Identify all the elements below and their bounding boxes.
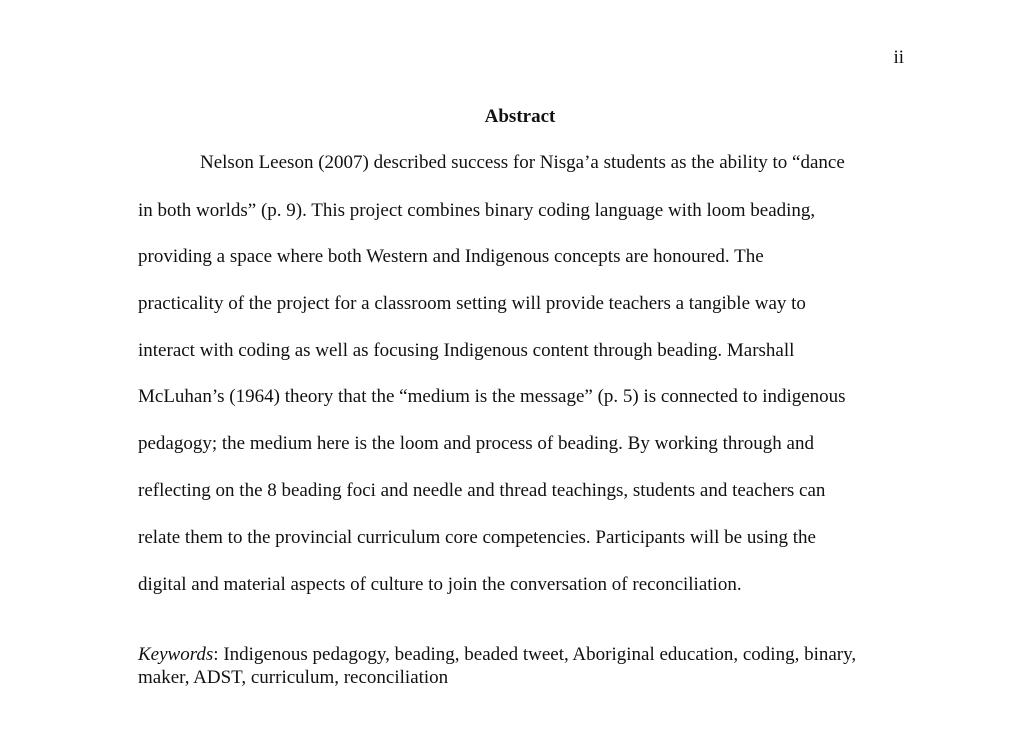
- abstract-line: practicality of the project for a classroom setting will provide teachers a tangible way to: [138, 293, 806, 314]
- keywords-list: : Indigenous pedagogy, beading, beaded tweet, Aboriginal education, coding, binary, maker, ADST, curriculum, reconciliation: [138, 644, 857, 688]
- abstract-title: Abstract: [484, 106, 556, 127]
- abstract-line: relate them to the provincial curriculum core competencies. Participants will be using the: [138, 527, 816, 548]
- abstract-line: interact with coding as well as focusing Indigenous content through beading. Marshall: [138, 340, 795, 361]
- abstract-line: McLuhan’s (1964) theory that the “medium is the message” (p. 5) is connected to indigenous: [138, 386, 846, 407]
- abstract-line: in both worlds” (p. 9). This project combines binary coding language with loom beading,: [138, 200, 816, 221]
- keywords-label: Keywords: [138, 644, 214, 665]
- keywords-paragraph: [138, 643, 878, 689]
- abstract-line: Nelson Leeson (2007) described success for Nisga’a students as the ability to “dance: [200, 152, 845, 173]
- abstract-line: reflecting on the 8 beading foci and needle and thread teachings, students and teachers can: [138, 480, 826, 501]
- page-number: ii: [893, 47, 904, 68]
- abstract-line: pedagogy; the medium here is the loom and process of beading. By working through and: [138, 433, 814, 454]
- abstract-line: providing a space where both Western and Indigenous concepts are honoured. The: [138, 246, 764, 267]
- abstract-line: digital and material aspects of culture to join the conversation of reconciliation.: [138, 574, 742, 595]
